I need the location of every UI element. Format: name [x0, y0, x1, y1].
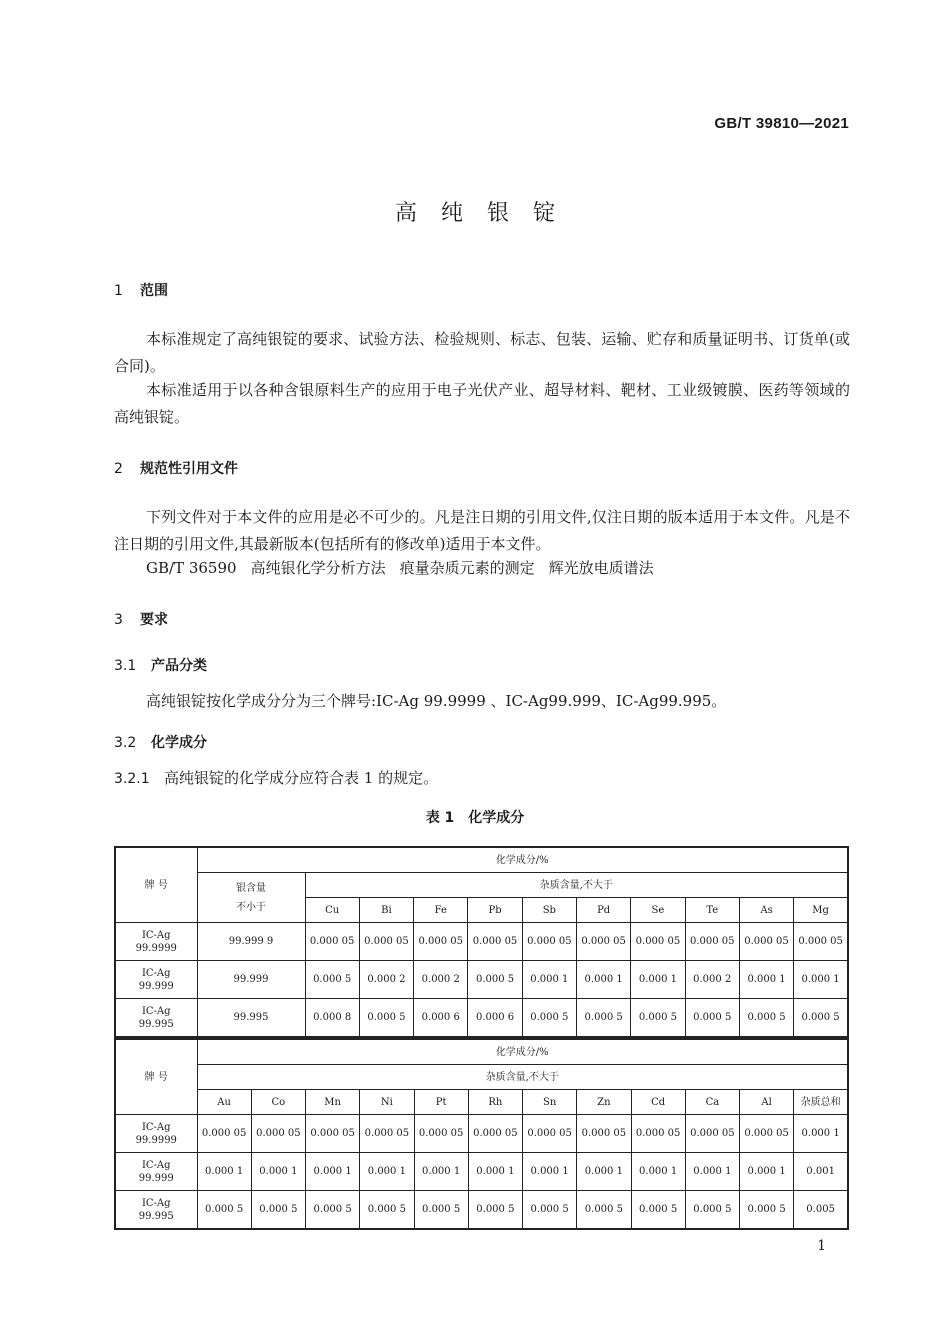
- value-cell: 0.000 1: [739, 961, 793, 999]
- chemical-composition-table-part-2: [114, 1038, 849, 1230]
- grade-cell: [115, 923, 197, 961]
- table-row: [115, 961, 848, 999]
- value-cell: 0.000 05: [522, 923, 576, 961]
- grade-purity: 99.9999: [135, 942, 177, 954]
- grade-cell: [115, 999, 197, 1038]
- element-header: Ca: [685, 1090, 739, 1115]
- page-number: 1: [817, 1238, 826, 1254]
- section-number: 1: [114, 283, 123, 299]
- value-cell: 0.000 5: [576, 999, 630, 1038]
- value-cell: 0.000 5: [305, 961, 359, 999]
- value-cell: 0.000 05: [631, 1115, 685, 1153]
- grade-purity: 99.9999: [135, 1134, 177, 1146]
- element-header: Fe: [414, 898, 468, 923]
- value-cell: 0.000 1: [576, 961, 630, 999]
- section-1-heading: [114, 280, 168, 300]
- page-title: 高纯银锭: [394, 201, 579, 226]
- value-cell: 0.000 05: [739, 923, 793, 961]
- element-header: Ni: [360, 1090, 414, 1115]
- element-header: As: [739, 898, 793, 923]
- value-cell: 0.000 5: [359, 999, 413, 1038]
- grade-prefix: IC-Ag: [141, 929, 171, 941]
- value-cell: 0.000 5: [306, 1191, 360, 1230]
- section-title: 化学成分: [151, 735, 207, 751]
- grade-prefix: IC-Ag: [141, 1197, 171, 1209]
- value-cell: 0.000 5: [468, 1191, 522, 1230]
- value-cell: 0.000 1: [251, 1153, 305, 1191]
- grade-header: 牌 号: [115, 1039, 197, 1115]
- value-cell: 0.000 5: [522, 999, 576, 1038]
- element-header: Te: [685, 898, 739, 923]
- reference-title: 高纯银化学分析方法: [250, 559, 386, 577]
- silver-content-label: 银含量: [236, 882, 266, 894]
- section-2-heading: [114, 458, 238, 478]
- impurity-header: 杂质含量,不大于: [305, 873, 848, 898]
- value-cell: 0.000 5: [740, 1191, 794, 1230]
- element-header: Co: [251, 1090, 305, 1115]
- element-header: Sb: [522, 898, 576, 923]
- section-3-heading: [114, 609, 168, 629]
- element-header: Cu: [305, 898, 359, 923]
- value-cell: 0.000 5: [685, 1191, 739, 1230]
- value-cell: 0.000 2: [685, 961, 739, 999]
- table-row: [115, 999, 848, 1038]
- value-cell: 0.000 5: [251, 1191, 305, 1230]
- grade-cell: [115, 1191, 197, 1230]
- grade-prefix: IC-Ag: [141, 1005, 171, 1017]
- reference-method: 辉光放电质谱法: [548, 559, 654, 577]
- section-1-paragraph-1: 本标准规定了高纯银锭的要求、试验方法、检验规则、标志、包装、运输、贮存和质量证明书、订货单(或合同)。: [114, 330, 850, 375]
- element-header: Au: [197, 1090, 251, 1115]
- value-cell: 0.000 5: [468, 961, 522, 999]
- table-row: [115, 923, 848, 961]
- value-cell: 0.000 05: [576, 923, 630, 961]
- silver-content-cell: 99.999: [197, 961, 305, 999]
- grade-prefix: IC-Ag: [141, 1159, 171, 1171]
- table-row: [115, 1153, 848, 1191]
- value-cell: 0.000 05: [685, 923, 739, 961]
- value-cell: 0.000 05: [360, 1115, 414, 1153]
- value-cell: 0.000 05: [468, 923, 522, 961]
- value-cell: 0.000 1: [523, 1153, 577, 1191]
- value-cell: 0.000 6: [468, 999, 522, 1038]
- value-cell: 0.000 05: [577, 1115, 631, 1153]
- element-header: Mn: [306, 1090, 360, 1115]
- document-code: GB/T 39810—2021: [714, 115, 849, 132]
- reference-part: 痕量杂质元素的测定: [399, 559, 535, 577]
- section-title: 范围: [140, 283, 168, 299]
- value-cell: 0.000 05: [794, 923, 848, 961]
- value-cell: 0.000 1: [360, 1153, 414, 1191]
- element-header: Cd: [631, 1090, 685, 1115]
- element-header: Pb: [468, 898, 522, 923]
- element-header: Sn: [523, 1090, 577, 1115]
- grade-purity: 99.995: [138, 1018, 174, 1030]
- value-cell: 0.000 2: [414, 961, 468, 999]
- section-title: 产品分类: [151, 658, 207, 674]
- grade-header: 牌 号: [115, 847, 197, 923]
- value-cell: 0.000 05: [685, 1115, 739, 1153]
- grade-cell: [115, 1153, 197, 1191]
- value-cell: 0.000 5: [414, 1191, 468, 1230]
- value-cell: 0.000 05: [631, 923, 685, 961]
- value-cell: 0.000 05: [414, 1115, 468, 1153]
- value-cell: 0.000 05: [359, 923, 413, 961]
- section-3-1-paragraph: 高纯银锭按化学成分分为三个牌号:IC-Ag 99.9999 、IC-Ag99.999、IC-Ag99.995。: [146, 692, 727, 710]
- section-3-2-heading: [114, 732, 207, 752]
- table-row: [115, 1191, 848, 1230]
- section-number: 3: [114, 612, 123, 628]
- value-cell: 0.000 1: [522, 961, 576, 999]
- clause-number: 3.2.1: [114, 771, 150, 787]
- section-1-paragraph-2: 本标准适用于以各种含银原料生产的应用于电子光伏产业、超导材料、靶材、工业级镀膜、医药等领域的高纯银锭。: [114, 381, 850, 426]
- value-cell: 0.000 5: [197, 1191, 251, 1230]
- value-cell: 0.000 6: [414, 999, 468, 1038]
- value-cell: 0.000 5: [739, 999, 793, 1038]
- value-cell: 0.000 05: [740, 1115, 794, 1153]
- total-impurity-cell: 0.005: [794, 1191, 848, 1230]
- chem-composition-header: 化学成分/%: [197, 847, 848, 873]
- value-cell: 0.000 1: [740, 1153, 794, 1191]
- value-cell: 0.000 1: [577, 1153, 631, 1191]
- grade-prefix: IC-Ag: [141, 967, 171, 979]
- value-cell: 0.000 1: [414, 1153, 468, 1191]
- reference-code: GB/T 36590: [146, 559, 237, 577]
- value-cell: 0.000 5: [523, 1191, 577, 1230]
- chem-composition-header: 化学成分/%: [197, 1039, 848, 1065]
- normative-reference: [146, 557, 668, 578]
- section-number: 2: [114, 461, 123, 477]
- table-caption: 表 1 化学成分: [425, 810, 525, 826]
- total-impurity-header: 杂质总和: [794, 1090, 848, 1115]
- grade-purity: 99.999: [138, 1172, 174, 1184]
- element-header: Pd: [576, 898, 630, 923]
- value-cell: 0.000 1: [197, 1153, 251, 1191]
- element-header: Pt: [414, 1090, 468, 1115]
- clause-3-2-1: [114, 767, 438, 788]
- value-cell: 0.000 1: [631, 1153, 685, 1191]
- chemical-composition-table-part-1: [114, 846, 849, 1038]
- total-impurity-cell: 0.001: [794, 1153, 848, 1191]
- value-cell: 0.000 1: [468, 1153, 522, 1191]
- value-cell: 0.000 5: [685, 999, 739, 1038]
- section-title: 要求: [140, 612, 168, 628]
- value-cell: 0.000 05: [306, 1115, 360, 1153]
- value-cell: 0.000 05: [414, 923, 468, 961]
- element-header: Mg: [794, 898, 848, 923]
- value-cell: 0.000 5: [631, 1191, 685, 1230]
- silver-content-header: [197, 873, 305, 923]
- element-header: Se: [631, 898, 685, 923]
- element-header: Rh: [468, 1090, 522, 1115]
- element-header: Zn: [577, 1090, 631, 1115]
- silver-content-cell: 99.999 9: [197, 923, 305, 961]
- value-cell: 0.000 05: [251, 1115, 305, 1153]
- grade-prefix: IC-Ag: [141, 1121, 171, 1133]
- table-row: [115, 1115, 848, 1153]
- value-cell: 0.000 5: [631, 999, 685, 1038]
- value-cell: 0.000 05: [523, 1115, 577, 1153]
- element-header: Bi: [359, 898, 413, 923]
- section-number: 3.1: [114, 658, 137, 674]
- value-cell: 0.000 05: [305, 923, 359, 961]
- section-number: 3.2: [114, 735, 137, 751]
- value-cell: 0.000 5: [360, 1191, 414, 1230]
- value-cell: 0.000 1: [306, 1153, 360, 1191]
- grade-cell: [115, 1115, 197, 1153]
- grade-cell: [115, 961, 197, 999]
- value-cell: 0.000 05: [197, 1115, 251, 1153]
- value-cell: 0.000 05: [468, 1115, 522, 1153]
- value-cell: 0.000 5: [577, 1191, 631, 1230]
- impurity-header: 杂质含量,不大于: [197, 1065, 848, 1090]
- value-cell: 0.000 5: [794, 999, 848, 1038]
- clause-text: 高纯银锭的化学成分应符合表 1 的规定。: [164, 769, 439, 787]
- silver-content-qualifier: 不小于: [236, 901, 266, 913]
- grade-purity: 99.995: [138, 1210, 174, 1222]
- value-cell: 0.000 1: [794, 961, 848, 999]
- section-2-paragraph: 下列文件对于本文件的应用是必不可少的。凡是注日期的引用文件,仅注日期的版本适用于本文件。凡是不注日期的引用文件,其最新版本(包括所有的修改单)适用于本文件。: [114, 508, 850, 553]
- silver-content-cell: 99.995: [197, 999, 305, 1038]
- value-cell: 0.000 1: [631, 961, 685, 999]
- value-cell: 0.000 8: [305, 999, 359, 1038]
- value-cell: 0.000 1: [685, 1153, 739, 1191]
- value-cell: 0.000 2: [359, 961, 413, 999]
- element-header: Al: [740, 1090, 794, 1115]
- total-impurity-cell: 0.000 1: [794, 1115, 848, 1153]
- grade-purity: 99.999: [138, 980, 174, 992]
- section-title: 规范性引用文件: [140, 461, 238, 477]
- section-3-1-heading: [114, 655, 207, 675]
